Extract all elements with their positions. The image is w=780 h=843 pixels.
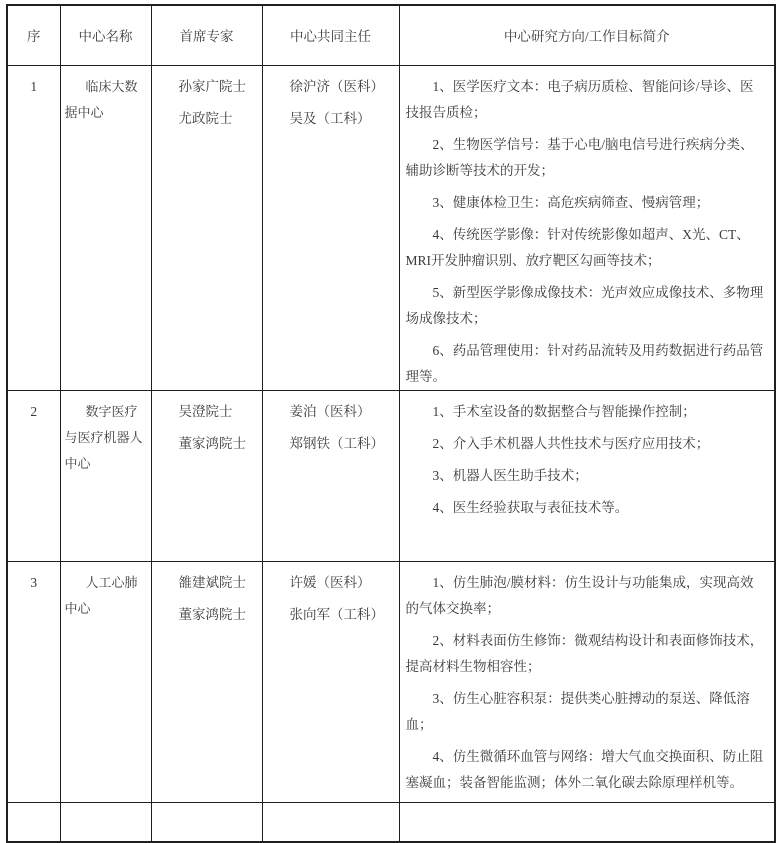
row-serial-cell [7, 65, 60, 390]
serial-number: 2 [30, 403, 38, 419]
col-header-center-name: 中心名称 [60, 5, 151, 65]
chief-expert-name: 尤政院士 [178, 110, 233, 126]
center-name-cell [60, 561, 151, 802]
table-row [7, 561, 775, 802]
chief-expert-name: 吴澄院士 [178, 403, 233, 419]
center-name: 临床大数据中心 [64, 78, 138, 120]
chief-experts-cell [151, 390, 262, 561]
table-row [7, 65, 775, 390]
row-serial-cell [7, 390, 60, 561]
row-serial-cell [7, 561, 60, 802]
center-name-cell [60, 390, 151, 561]
center-name: 人工心肺中心 [64, 574, 138, 616]
empty-cell [60, 802, 151, 842]
table-body [7, 65, 775, 842]
co-director-name: 吴及（工科） [289, 110, 371, 126]
empty-cell [151, 802, 262, 842]
col-header-co-director: 中心共同主任 [262, 5, 399, 65]
table-row [7, 390, 775, 561]
topics-cell [399, 561, 775, 802]
topics-cell [399, 390, 775, 561]
topic-paragraph: 2、介入手术机器人共性技术与医疗应用技术； [432, 435, 710, 451]
co-director-name: 姜泊（医科） [289, 403, 371, 419]
col-header-serial: 序 [7, 5, 60, 65]
topic-paragraph: 1、手术室设备的数据整合与智能操作控制； [432, 403, 696, 419]
header-row [7, 5, 775, 65]
table-row-partial [7, 802, 775, 842]
chief-experts-cell [151, 65, 262, 390]
co-directors-cell [262, 561, 399, 802]
topic-paragraph: 5、新型医学影像成像技术：光声效应成像技术、多物理场成像技术； [405, 284, 764, 326]
co-directors-cell [262, 65, 399, 390]
serial-number: 3 [30, 574, 38, 590]
topic-paragraph: 4、医生经验获取与表征技术等。 [432, 499, 629, 515]
topic-paragraph: 3、机器人医生助手技术； [432, 467, 588, 483]
topic-paragraph: 2、生物医学信号：基于心电/脑电信号进行疾病分类、辅助诊断等技术的开发； [405, 136, 754, 178]
empty-cell [7, 802, 60, 842]
empty-cell [399, 802, 775, 842]
centers-table [6, 4, 776, 843]
topic-paragraph: 4、仿生微循环血管与网络：增大气血交换面积、防止阻塞凝血；装备智能监测；体外二氧化碳去除原理样机等。 [405, 748, 764, 790]
co-directors-cell [262, 390, 399, 561]
chief-expert-name: 孙家广院士 [178, 78, 246, 94]
topic-paragraph: 6、药品管理使用：针对药品流转及用药数据进行药品管理等。 [405, 342, 764, 384]
topics-cell [399, 65, 775, 390]
topic-paragraph: 1、仿生肺泡/膜材料：仿生设计与功能集成，实现高效的气体交换率； [405, 574, 754, 616]
chief-experts-cell [151, 561, 262, 802]
topic-paragraph: 3、健康体检卫生：高危疾病筛查、慢病管理； [432, 194, 710, 210]
co-director-name: 郑钢铁（工科） [289, 435, 384, 451]
co-director-name: 许媛（医科） [289, 574, 371, 590]
center-name: 数字医疗与医疗机器人中心 [64, 403, 143, 471]
col-header-topics: 中心研究方向/工作目标简介 [399, 5, 775, 65]
table-header [7, 5, 775, 65]
center-name-cell [60, 65, 151, 390]
chief-expert-name: 雒建斌院士 [178, 574, 246, 590]
topic-paragraph: 4、传统医学影像：针对传统影像如超声、X光、CT、MRI开发肿瘤识别、放疗靶区勾画等技术； [405, 226, 750, 268]
chief-expert-name: 董家鸿院士 [178, 606, 246, 622]
co-director-name: 张向军（工科） [289, 606, 384, 622]
col-header-chief-expert: 首席专家 [151, 5, 262, 65]
topic-paragraph: 3、仿生心脏容积泵：提供类心脏搏动的泵送、降低溶血； [405, 690, 750, 732]
chief-expert-name: 董家鸿院士 [178, 435, 246, 451]
topic-paragraph: 1、医学医疗文本：电子病历质检、智能问诊/导诊、医技报告质检； [405, 78, 754, 120]
serial-number: 1 [30, 78, 38, 94]
topic-paragraph: 2、材料表面仿生修饰：微观结构设计和表面修饰技术，提高材料生物相容性； [405, 632, 764, 674]
co-director-name: 徐沪济（医科） [289, 78, 384, 94]
empty-cell [262, 802, 399, 842]
